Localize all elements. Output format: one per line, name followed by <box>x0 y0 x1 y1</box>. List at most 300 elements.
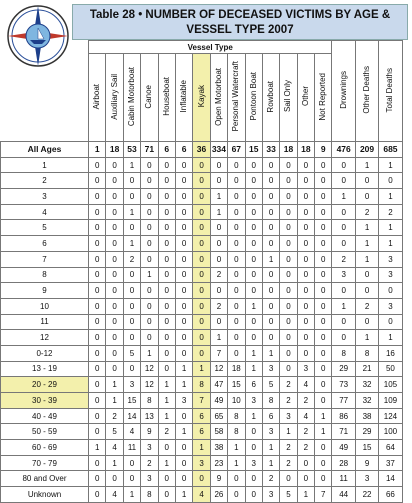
table-cell: 0 <box>315 440 332 456</box>
table-cell: 0 <box>175 173 192 189</box>
table-cell: 1 <box>280 424 297 440</box>
table-cell: 2 <box>297 440 314 456</box>
table-cell: 0 <box>141 330 158 346</box>
table-cell: 1 <box>106 377 123 393</box>
row-label: 50 - 59 <box>1 424 89 440</box>
table-cell: 9 <box>355 455 378 471</box>
table-cell: 0 <box>193 345 210 361</box>
table-cell: 0 <box>245 157 262 173</box>
table-cell: 0 <box>315 267 332 283</box>
table-row <box>1 267 403 283</box>
table-cell: 0 <box>315 298 332 314</box>
col-header-not-reported: Not Reported <box>315 54 332 142</box>
table-cell: 0 <box>89 455 106 471</box>
table-row <box>1 157 403 173</box>
table-cell: 0 <box>297 189 314 205</box>
table-cell: 4 <box>123 424 140 440</box>
table-cell: 0 <box>106 220 123 236</box>
table-cell: 1 <box>158 455 175 471</box>
table-cell: 0 <box>245 424 262 440</box>
table-cell: 0 <box>89 283 106 299</box>
col-header-other: Other <box>297 54 314 142</box>
table-cell: 334 <box>210 142 227 158</box>
table-cell: 0 <box>89 330 106 346</box>
table-cell: 3 <box>379 251 402 267</box>
table-cell: 1 <box>158 408 175 424</box>
table-cell: 0 <box>158 189 175 205</box>
table-cell: 109 <box>379 393 402 409</box>
table-cell: 0 <box>141 157 158 173</box>
table-cell: 0 <box>315 393 332 409</box>
table-cell: 0 <box>315 345 332 361</box>
row-label: 8 <box>1 267 89 283</box>
table-cell: 3 <box>245 393 262 409</box>
table-cell: 1 <box>355 157 378 173</box>
table-cell: 6 <box>262 408 279 424</box>
table-cell: 2 <box>210 298 227 314</box>
table-cell: 32 <box>355 393 378 409</box>
table-cell: 16 <box>379 345 402 361</box>
table-cell: 0 <box>245 330 262 346</box>
table-cell: 5 <box>262 377 279 393</box>
table-cell: 0 <box>262 189 279 205</box>
table-cell: 1 <box>123 204 140 220</box>
table-cell: 0 <box>89 267 106 283</box>
table-cell: 0 <box>175 408 192 424</box>
table-cell: 0 <box>89 393 106 409</box>
table-cell: 0 <box>315 361 332 377</box>
table-cell: 6 <box>193 408 210 424</box>
table-cell: 0 <box>210 173 227 189</box>
table-cell: 0 <box>315 157 332 173</box>
col-header-other-deaths: Other Deaths <box>355 41 378 142</box>
row-label: 30 - 39 <box>1 393 89 409</box>
table-cell: 1 <box>123 157 140 173</box>
table-row <box>1 455 403 471</box>
table-cell: 0 <box>141 220 158 236</box>
table-cell: 0 <box>123 330 140 346</box>
table-cell: 0 <box>141 283 158 299</box>
table-cell: 0 <box>315 455 332 471</box>
table-cell: 0 <box>193 236 210 252</box>
row-label: 3 <box>1 189 89 205</box>
table-cell: 0 <box>280 236 297 252</box>
table-cell: 0 <box>106 236 123 252</box>
table-cell: 2 <box>297 393 314 409</box>
table-cell: 105 <box>379 377 402 393</box>
table-cell: 0 <box>141 173 158 189</box>
table-cell: 0 <box>89 314 106 330</box>
table-cell: 1 <box>262 345 279 361</box>
table-cell: 1 <box>332 298 355 314</box>
table-cell: 12 <box>141 361 158 377</box>
table-cell: 0 <box>89 345 106 361</box>
table-cell: 18 <box>228 361 245 377</box>
table-cell: 0 <box>106 173 123 189</box>
table-cell: 3 <box>141 471 158 487</box>
table-cell: 0 <box>280 361 297 377</box>
table-cell: 0 <box>106 330 123 346</box>
table-cell: 0 <box>332 157 355 173</box>
table-cell: 1 <box>175 361 192 377</box>
table-cell: 0 <box>280 345 297 361</box>
table-cell: 9 <box>210 471 227 487</box>
table-cell: 0 <box>175 440 192 456</box>
table-cell: 18 <box>106 142 123 158</box>
table-cell: 2 <box>141 455 158 471</box>
table-cell: 49 <box>210 393 227 409</box>
table-cell: 0 <box>228 236 245 252</box>
table-cell: 0 <box>123 314 140 330</box>
table-cell: 8 <box>141 393 158 409</box>
row-label: 60 - 69 <box>1 440 89 456</box>
table-cell: 0 <box>175 330 192 346</box>
table-row <box>1 314 403 330</box>
row-label: Unknown <box>1 487 89 503</box>
table-cell: 0 <box>228 345 245 361</box>
table-cell: 0 <box>332 220 355 236</box>
table-row <box>1 424 403 440</box>
table-cell: 21 <box>355 361 378 377</box>
row-label: 11 <box>1 314 89 330</box>
table-cell: 1 <box>193 440 210 456</box>
table-cell: 0 <box>245 173 262 189</box>
table-cell: 47 <box>210 377 227 393</box>
row-label: 7 <box>1 251 89 267</box>
table-cell: 6 <box>175 142 192 158</box>
table-cell: 0 <box>245 220 262 236</box>
table-row <box>1 173 403 189</box>
table-cell: 2 <box>379 204 402 220</box>
table-cell: 0 <box>210 220 227 236</box>
table-cell: 0 <box>193 157 210 173</box>
table-cell: 685 <box>379 142 402 158</box>
table-cell: 1 <box>141 267 158 283</box>
table-cell: 0 <box>280 283 297 299</box>
table-cell: 3 <box>245 455 262 471</box>
table-cell: 3 <box>297 361 314 377</box>
table-cell: 3 <box>262 487 279 503</box>
table-cell: 8 <box>355 345 378 361</box>
table-cell: 0 <box>297 236 314 252</box>
table-cell: 0 <box>315 377 332 393</box>
table-cell: 0 <box>210 236 227 252</box>
table-cell: 0 <box>123 220 140 236</box>
table-cell: 0 <box>262 267 279 283</box>
table-cell: 0 <box>280 189 297 205</box>
table-cell: 6 <box>245 377 262 393</box>
row-label: 20 - 29 <box>1 377 89 393</box>
table-cell: 0 <box>158 173 175 189</box>
table-cell: 2 <box>123 251 140 267</box>
table-cell: 0 <box>332 204 355 220</box>
table-cell: 0 <box>315 251 332 267</box>
table-cell: 0 <box>262 298 279 314</box>
table-cell: 0 <box>245 236 262 252</box>
table-row <box>1 330 403 346</box>
table-cell: 0 <box>315 236 332 252</box>
table-cell: 0 <box>175 204 192 220</box>
table-cell: 6 <box>158 142 175 158</box>
table-cell: 1 <box>141 345 158 361</box>
table-cell: 15 <box>355 440 378 456</box>
table-cell: 2 <box>355 298 378 314</box>
table-cell: 9 <box>315 142 332 158</box>
table-cell: 2 <box>280 377 297 393</box>
table-cell: 0 <box>262 330 279 346</box>
table-cell: 0 <box>175 220 192 236</box>
table-cell: 0 <box>262 236 279 252</box>
table-cell: 53 <box>123 142 140 158</box>
table-cell: 3 <box>379 267 402 283</box>
table-cell: 11 <box>332 471 355 487</box>
table-cell: 0 <box>193 267 210 283</box>
table-cell: 0 <box>280 251 297 267</box>
table-cell: 1 <box>355 236 378 252</box>
col-header-sail-only: Sail Only <box>280 54 297 142</box>
table-cell: 0 <box>193 220 210 236</box>
row-label: 40 - 49 <box>1 408 89 424</box>
table-cell: 1 <box>355 330 378 346</box>
table-cell: 4 <box>106 487 123 503</box>
table-cell: 0 <box>297 157 314 173</box>
table-cell: 0 <box>193 471 210 487</box>
col-header-houseboat: Houseboat <box>158 54 175 142</box>
table-cell: 0 <box>193 251 210 267</box>
table-cell: 0 <box>106 345 123 361</box>
table-cell: 0 <box>89 204 106 220</box>
table-cell: 0 <box>228 189 245 205</box>
table-cell: 0 <box>141 236 158 252</box>
table-cell: 0 <box>262 157 279 173</box>
table-cell: 0 <box>262 220 279 236</box>
col-header-airboat: Airboat <box>89 54 106 142</box>
table-cell: 3 <box>262 361 279 377</box>
table-row <box>1 236 403 252</box>
corner-spacer <box>1 41 89 142</box>
table-cell: 29 <box>355 424 378 440</box>
row-label: 13 - 19 <box>1 361 89 377</box>
table-row <box>1 345 403 361</box>
table-cell: 0 <box>158 298 175 314</box>
table-cell: 0 <box>141 314 158 330</box>
table-cell: 0 <box>106 267 123 283</box>
table-cell: 0 <box>106 204 123 220</box>
table-cell: 8 <box>262 393 279 409</box>
table-cell: 15 <box>245 142 262 158</box>
table-cell: 0 <box>106 314 123 330</box>
row-label: 0-12 <box>1 345 89 361</box>
table-cell: 0 <box>210 314 227 330</box>
table-cell: 2 <box>262 471 279 487</box>
table-cell: 0 <box>106 471 123 487</box>
table-cell: 0 <box>228 314 245 330</box>
col-header-inflatable: Inflatable <box>175 54 192 142</box>
table-cell: 0 <box>297 330 314 346</box>
table-cell: 1 <box>158 377 175 393</box>
table-cell: 1 <box>228 440 245 456</box>
row-label: All Ages <box>1 142 89 158</box>
table-cell: 3 <box>355 471 378 487</box>
table-cell: 33 <box>262 142 279 158</box>
table-cell: 0 <box>245 487 262 503</box>
table-cell: 0 <box>106 157 123 173</box>
table-cell: 2 <box>355 204 378 220</box>
table-cell: 0 <box>262 314 279 330</box>
table-cell: 1 <box>210 204 227 220</box>
table-row <box>1 440 403 456</box>
table-cell: 7 <box>193 393 210 409</box>
table-cell: 0 <box>379 173 402 189</box>
table-cell: 3 <box>332 267 355 283</box>
table-cell: 0 <box>332 283 355 299</box>
table-cell: 6 <box>193 424 210 440</box>
table-cell: 0 <box>175 471 192 487</box>
table-cell: 1 <box>89 142 106 158</box>
table-cell: 1 <box>315 408 332 424</box>
table-cell: 0 <box>315 204 332 220</box>
table-cell: 0 <box>158 283 175 299</box>
deceased-victims-table <box>0 40 403 503</box>
table-row <box>1 393 403 409</box>
col-header-personal-watercraft: Personal Watercraft <box>228 54 245 142</box>
table-cell: 0 <box>280 330 297 346</box>
table-cell: 38 <box>355 408 378 424</box>
table-cell: 0 <box>89 236 106 252</box>
table-cell: 0 <box>280 220 297 236</box>
table-title-line2: VESSEL TYPE 2007 <box>186 24 294 36</box>
table-cell: 0 <box>280 314 297 330</box>
table-cell: 209 <box>355 142 378 158</box>
table-cell: 0 <box>228 204 245 220</box>
table-cell: 0 <box>123 267 140 283</box>
table-cell: 0 <box>193 173 210 189</box>
table-cell: 0 <box>158 345 175 361</box>
table-cell: 7 <box>210 345 227 361</box>
table-cell: 10 <box>228 393 245 409</box>
table-cell: 0 <box>89 408 106 424</box>
table-cell: 0 <box>280 157 297 173</box>
table-cell: 0 <box>193 314 210 330</box>
table-cell: 0 <box>297 173 314 189</box>
table-cell: 67 <box>228 142 245 158</box>
table-cell: 0 <box>89 251 106 267</box>
row-label: 12 <box>1 330 89 346</box>
table-cell: 9 <box>141 424 158 440</box>
table-cell: 15 <box>228 377 245 393</box>
col-header-auxiliary-sail: Auxiliary Sail <box>106 54 123 142</box>
col-header-total-deaths: Total Deaths <box>379 41 402 142</box>
col-header-rowboat: Rowboat <box>262 54 279 142</box>
table-cell: 0 <box>106 298 123 314</box>
table-cell: 0 <box>262 204 279 220</box>
table-cell: 0 <box>245 267 262 283</box>
table-cell: 66 <box>379 487 402 503</box>
table-cell: 0 <box>158 157 175 173</box>
table-cell: 28 <box>332 455 355 471</box>
table-cell: 18 <box>297 142 314 158</box>
col-header-kayak: Kayak <box>193 54 210 142</box>
table-cell: 0 <box>280 204 297 220</box>
table-cell: 0 <box>297 204 314 220</box>
table-cell: 1 <box>332 189 355 205</box>
table-cell: 0 <box>175 189 192 205</box>
table-cell: 100 <box>379 424 402 440</box>
table-cell: 1 <box>245 345 262 361</box>
table-cell: 2 <box>280 393 297 409</box>
table-row <box>1 377 403 393</box>
table-cell: 0 <box>228 283 245 299</box>
table-body <box>1 142 403 503</box>
table-cell: 0 <box>123 361 140 377</box>
table-cell: 50 <box>379 361 402 377</box>
row-label: 5 <box>1 220 89 236</box>
table-cell: 77 <box>332 393 355 409</box>
table-cell: 0 <box>297 220 314 236</box>
table-cell: 1 <box>262 455 279 471</box>
table-cell: 2 <box>158 424 175 440</box>
table-cell: 0 <box>89 424 106 440</box>
table-cell: 0 <box>245 440 262 456</box>
table-cell: 1 <box>262 251 279 267</box>
table-cell: 0 <box>245 251 262 267</box>
table-cell: 4 <box>106 440 123 456</box>
table-cell: 1 <box>106 455 123 471</box>
table-cell: 0 <box>228 487 245 503</box>
table-cell: 15 <box>123 393 140 409</box>
table-cell: 0 <box>228 220 245 236</box>
table-cell: 0 <box>158 330 175 346</box>
table-cell: 0 <box>123 189 140 205</box>
table-cell: 0 <box>158 440 175 456</box>
table-cell: 0 <box>141 251 158 267</box>
table-cell: 0 <box>106 189 123 205</box>
table-cell: 0 <box>193 204 210 220</box>
table-cell: 0 <box>123 471 140 487</box>
table-cell: 0 <box>315 189 332 205</box>
col-header-pontoon-boat: Pontoon Boat <box>245 54 262 142</box>
table-cell: 0 <box>228 157 245 173</box>
table-cell: 2 <box>210 267 227 283</box>
table-cell: 0 <box>228 267 245 283</box>
table-cell: 0 <box>158 361 175 377</box>
table-row <box>1 189 403 205</box>
table-cell: 0 <box>280 267 297 283</box>
table-cell: 0 <box>210 251 227 267</box>
table-cell: 26 <box>210 487 227 503</box>
table-cell: 0 <box>89 173 106 189</box>
table-cell: 0 <box>89 298 106 314</box>
table-cell: 2 <box>106 408 123 424</box>
row-label: 9 <box>1 283 89 299</box>
table-cell: 65 <box>210 408 227 424</box>
table-cell: 44 <box>332 487 355 503</box>
table-cell: 0 <box>141 204 158 220</box>
table-cell: 0 <box>297 314 314 330</box>
table-cell: 0 <box>297 455 314 471</box>
table-cell: 11 <box>123 440 140 456</box>
table-cell: 1 <box>379 157 402 173</box>
table-cell: 0 <box>280 173 297 189</box>
table-row <box>1 251 403 267</box>
table-cell: 0 <box>297 298 314 314</box>
table-cell: 0 <box>141 189 158 205</box>
table-cell: 1 <box>89 440 106 456</box>
table-cell: 14 <box>123 408 140 424</box>
table-cell: 0 <box>297 251 314 267</box>
table-cell: 0 <box>89 157 106 173</box>
table-cell: 4 <box>297 408 314 424</box>
